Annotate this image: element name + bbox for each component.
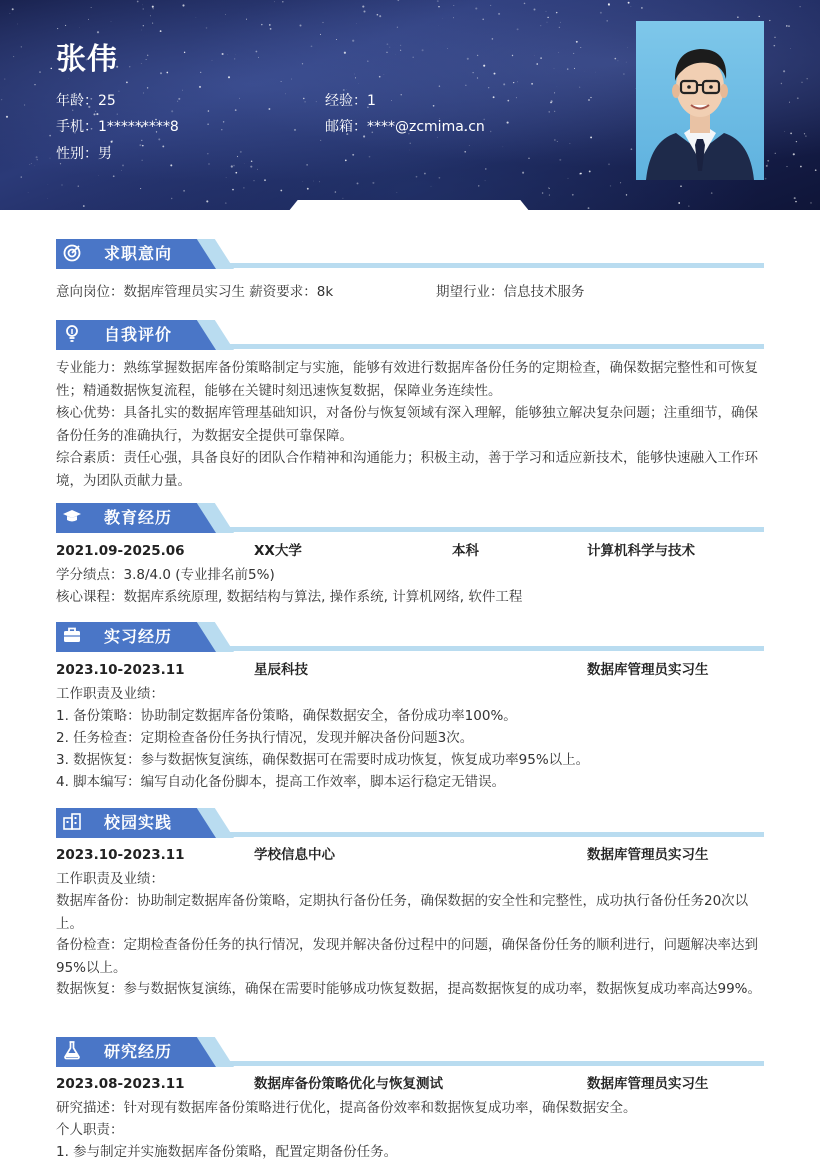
research-project: 数据库备份策略优化与恢复测试 xyxy=(254,1076,443,1092)
education-degree: 本科 xyxy=(452,543,479,559)
education-school: XX大学 xyxy=(254,543,302,559)
internship-item: 4. 脚本编写：编写自动化备份脚本，提高工作效率，脚本运行稳定无错误。 xyxy=(56,774,506,790)
research-desc: 研究描述：针对现有数据库备份策略进行优化，提高备份效率和数据恢复成功率，确保数据安全。 xyxy=(56,1100,637,1116)
intent-industry: 期望行业：信息技术服务 xyxy=(436,284,585,300)
section-header-research xyxy=(56,1037,764,1069)
section-header-campus xyxy=(56,808,764,840)
internship-item: 2. 任务检查：定期检查备份任务执行情况，发现并解决备份问题3次。 xyxy=(56,730,474,746)
experience-field: 经验：1 xyxy=(325,93,376,109)
campus-item: 数据库备份：协助制定数据库备份策略，定期执行备份任务，确保数据的安全性和完整性，成功执行备份任务20次以上。 xyxy=(56,893,749,932)
research-duty-title: 个人职责： xyxy=(56,1122,124,1138)
age-field: 年龄：25 xyxy=(56,93,116,109)
section-header-intent xyxy=(56,239,764,271)
campus-item: 备份检查：定期检查备份任务的执行情况，发现并解决备份过程中的问题，确保备份任务的顺利进行，问题解决率达到95%以上。 xyxy=(56,937,758,976)
gender-field: 性别：男 xyxy=(56,146,112,162)
section-title: 求职意向 xyxy=(104,244,173,263)
header-notch xyxy=(288,200,530,212)
internship-company: 星辰科技 xyxy=(254,662,308,678)
section-title: 实习经历 xyxy=(104,627,173,646)
education-period: 2021.09-2025.06 xyxy=(56,543,185,559)
campus-org: 学校信息中心 xyxy=(254,847,335,863)
campus-item: 数据恢复：参与数据恢复演练，确保在需要时能够成功恢复数据，提高数据恢复的成功率，数据恢复成功率高达99%。 xyxy=(56,981,762,997)
education-major: 计算机科学与技术 xyxy=(587,543,695,559)
campus-duty-title: 工作职责及业绩： xyxy=(56,871,164,887)
internship-role: 数据库管理员实习生 xyxy=(587,662,709,678)
research-item: 1. 参与制定并实施数据库备份策略，配置定期备份任务。 xyxy=(56,1144,398,1160)
briefcase-icon xyxy=(62,625,82,645)
section-title: 校园实践 xyxy=(104,813,173,832)
target-icon xyxy=(62,242,82,262)
section-header-internship xyxy=(56,622,764,654)
self-eval-strength: 核心优势：具备扎实的数据库管理基础知识，对备份与恢复领域有深入理解，能够独立解决复杂问题；注重细节，确保备份任务的准确执行，为数据安全提供可靠保障。 xyxy=(56,405,758,444)
internship-duty-title: 工作职责及业绩： xyxy=(56,686,164,702)
research-role: 数据库管理员实习生 xyxy=(587,1076,709,1092)
profile-photo xyxy=(636,21,764,180)
section-title: 教育经历 xyxy=(104,508,173,527)
intent-position-salary: 意向岗位：数据库管理员实习生 薪资要求：8k xyxy=(56,284,334,300)
education-gpa: 学分绩点：3.8/4.0 (专业排名前5%) xyxy=(56,567,275,583)
flask-icon xyxy=(62,1040,82,1060)
graduation-cap-icon xyxy=(62,506,82,526)
self-eval-professional: 专业能力：熟练掌握数据库备份策略制定与实施，能够有效进行数据库备份任务的定期检查，确保数据完整性和可恢复性；精通数据恢复流程，能够在关键时刻迅速恢复数据，保障业务连续性。 xyxy=(56,360,758,399)
internship-item: 1. 备份策略：协助制定数据库备份策略，确保数据安全，备份成功率100%。 xyxy=(56,708,517,724)
self-eval-quality: 综合素质：责任心强，具备良好的团队合作精神和沟通能力；积极主动，善于学习和适应新技术，能够快速融入工作环境，为团队贡献力量。 xyxy=(56,450,758,489)
campus-role: 数据库管理员实习生 xyxy=(587,847,709,863)
building-icon xyxy=(62,811,82,831)
research-period: 2023.08-2023.11 xyxy=(56,1076,185,1092)
candidate-name: 张伟 xyxy=(56,42,118,77)
section-header-education xyxy=(56,503,764,535)
lightbulb-icon xyxy=(62,323,82,343)
campus-period: 2023.10-2023.11 xyxy=(56,847,185,863)
internship-period: 2023.10-2023.11 xyxy=(56,662,185,678)
section-title: 自我评价 xyxy=(104,325,173,344)
section-title: 研究经历 xyxy=(104,1042,173,1061)
header-banner xyxy=(0,0,820,210)
education-courses: 核心课程：数据库系统原理, 数据结构与算法, 操作系统, 计算机网络, 软件工程 xyxy=(56,589,523,605)
section-header-self-eval xyxy=(56,320,764,352)
email-field: 邮箱：****@zcmima.cn xyxy=(325,119,485,135)
phone-field: 手机：1*********8 xyxy=(56,119,179,135)
internship-item: 3. 数据恢复：参与数据恢复演练，确保数据可在需要时成功恢复，恢复成功率95%以上。 xyxy=(56,752,590,768)
